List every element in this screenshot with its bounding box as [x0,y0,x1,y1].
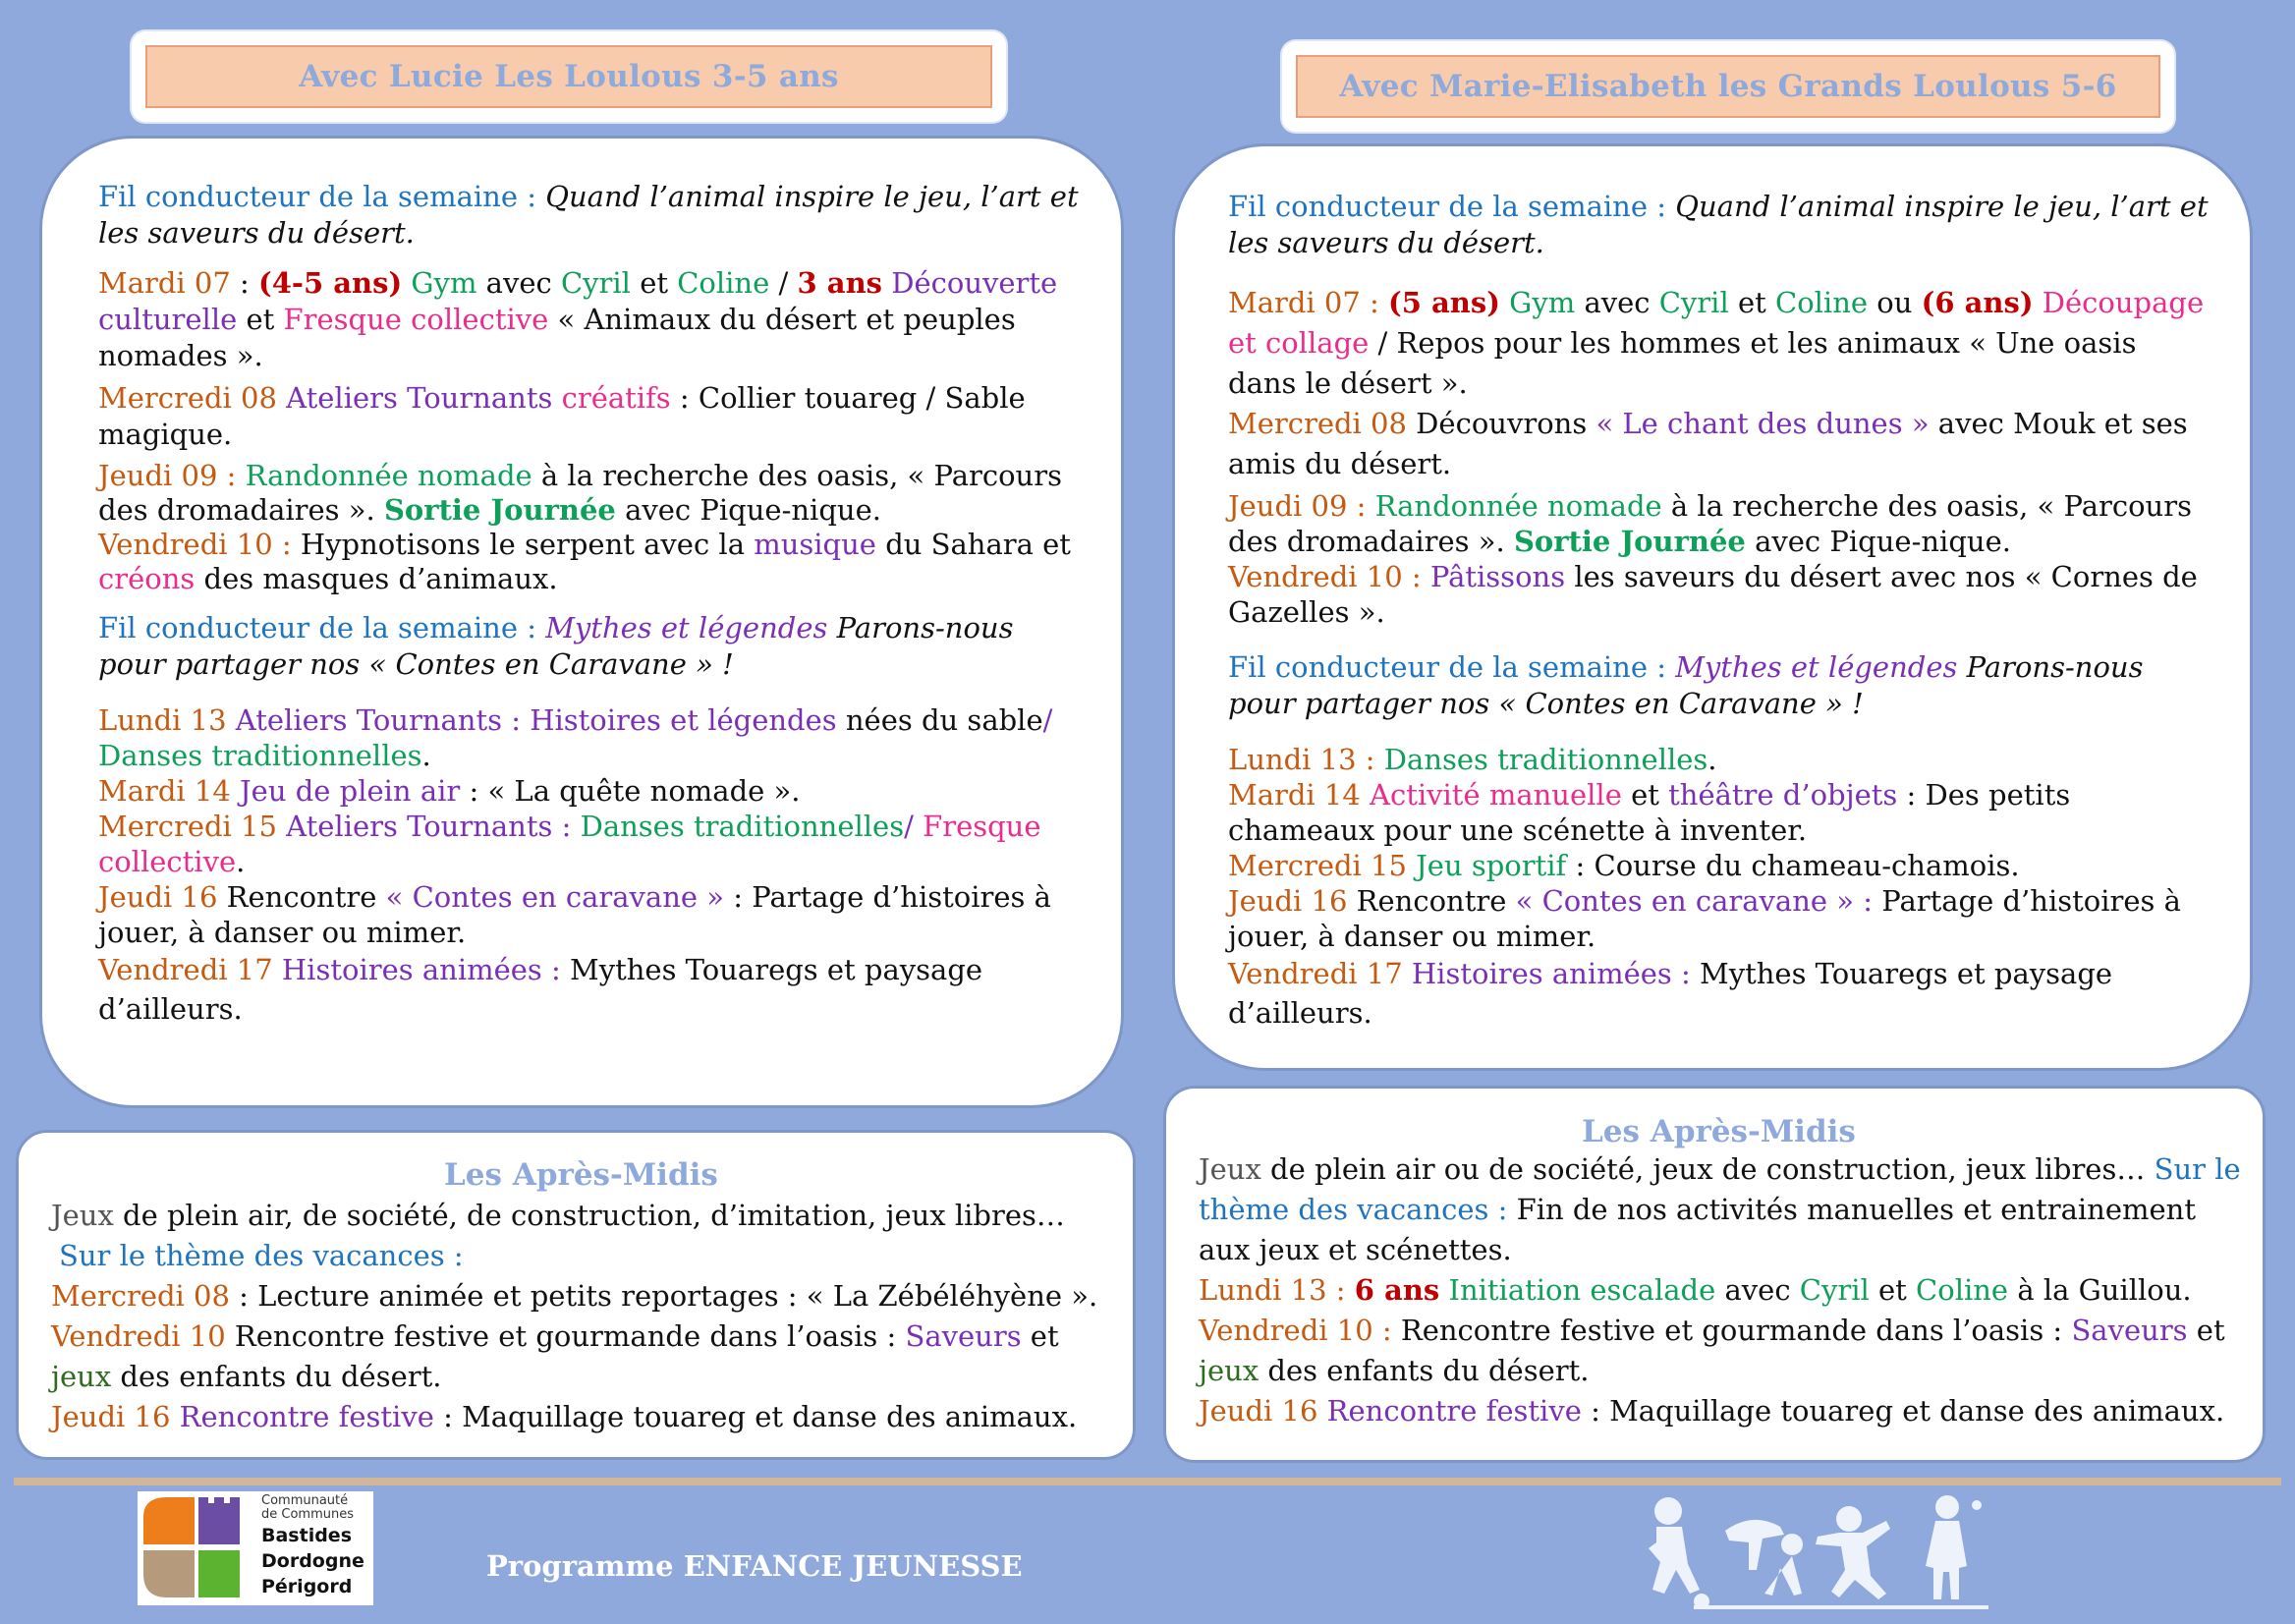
left-afternoon-theme: Sur le thème des vacances : [59,1239,464,1272]
left-lundi13: Lundi 13 Ateliers Tournants : Histoires et légendes nées du sable/ Danses traditionnelles. [98,703,1053,772]
logo-tan-shape [143,1550,195,1597]
left-group-header [132,31,1006,122]
right-program-text [1228,189,2211,1033]
logo-orange-shape [143,1497,195,1544]
left-week2-theme: Fil conducteur de la semaine : Mythes et légendes Parons-nous pour partager nos « Contes en Caravane » ! [98,611,1014,681]
right-group-title: Avec Marie-Elisabeth les Grands Loulous 5-6 [1339,69,2117,104]
left-vendredi10: Vendredi 10 : Hypnotisons le serpent avec la musique du Sahara et créons des masques d’animaux. [98,528,1071,595]
left-afternoon-mercredi08: Mercredi 08 : Lecture animée et petits reportages : « La Zébéléhyène ». [51,1279,1098,1313]
right-afternoon-text [1199,1149,2250,1431]
left-program-text [98,179,1081,1029]
logo-text-dordogne: Dordogne [261,1550,364,1572]
left-vendredi17: Vendredi 17 Histoires animées : Mythes Touaregs et paysage d’ailleurs. [98,953,983,1026]
left-mardi07: Mardi 07 : (4-5 ans) Gym avec Cyril et Coline / 3 ans Découverte culturelle et Fresque collective « Animaux du désert et peuples nomades ». [98,266,1058,372]
left-afternoon-jeudi16: Jeudi 16 Rencontre festive : Maquillage touareg et danse des animaux. [51,1400,1078,1433]
right-group-header-box [1296,55,2160,118]
right-afternoon-games: Jeux de plein air ou de société, jeux de construction, jeux libres… Sur le thème des vacances : Fin de nos activités manuelles et entrainement aux jeux et scénettes. [1199,1152,2241,1266]
left-mardi14: Mardi 14 Jeu de plein air : « La quête nomade ». [98,774,801,808]
left-afternoon-text [51,1196,1122,1437]
footer-divider [14,1478,2281,1485]
right-mardi07: Mardi 07 : (5 ans) Gym avec Cyril et Coline ou (6 ans) Découpage et collage / Repos pour les hommes et les animaux « Une oasis dans le désert ». [1228,286,2205,400]
logo-green-shape [198,1550,240,1597]
right-vendredi10: Vendredi 10 : Pâtissons les saveurs du désert avec nos « Cornes de Gazelles ». [1228,560,2198,629]
right-jeudi09: Jeudi 09 : Randonnée nomade à la recherche des oasis, « Parcours des dromadaires ». Sortie Journée avec Pique-nique. [1228,489,2192,558]
right-mercredi08: Mercredi 08 Découvrons « Le chant des dunes » avec Mouk et ses amis du désert. [1228,407,2188,480]
logo-text-small-1: Communauté [261,1493,349,1508]
left-group-title: Avec Lucie Les Loulous 3-5 ans [299,59,839,94]
left-jeudi16: Jeudi 16 Rencontre « Contes en caravane » : Partage d’histoires à jouer, à danser ou mimer. [98,880,1051,949]
right-mercredi15: Mercredi 15 Jeu sportif : Course du chameau-chamois. [1228,849,2020,882]
right-week1-theme: Fil conducteur de la semaine : Quand l’animal inspire le jeu, l’art et les saveurs du désert. [1228,190,2209,259]
left-mercredi15: Mercredi 15 Ateliers Tournants : Danses traditionnelles/ Fresque collective. [98,810,1041,878]
left-week1-theme: Fil conducteur de la semaine : Quand l’animal inspire le jeu, l’art et les saveurs du désert. [98,180,1079,250]
community-logo [138,1491,373,1605]
right-afternoon-jeudi16: Jeudi 16 Rencontre festive : Maquillage touareg et danse des animaux. [1199,1394,2225,1428]
right-week2-theme: Fil conducteur de la semaine : Mythes et légendes Parons-nous pour partager nos « Contes en Caravane » ! [1228,650,2144,720]
left-mercredi08: Mercredi 08 Ateliers Tournants créatifs : Collier touareg / Sable magique. [98,381,1026,451]
right-afternoon-vendredi10: Vendredi 10 : Rencontre festive et gourmande dans l’oasis : Saveurs et jeux des enfants du désert. [1199,1314,2225,1387]
program-title: Programme ENFANCE JEUNESSE [486,1549,1023,1583]
right-group-header [1282,41,2174,132]
right-jeudi16: Jeudi 16 Rencontre « Contes en caravane » : Partage d’histoires à jouer, à danser ou mimer. [1228,884,2181,953]
right-lundi13: Lundi 13 : Danses traditionnelles. [1228,743,1717,776]
logo-castle-shape [198,1497,240,1544]
right-mardi14: Mardi 14 Activité manuelle et théâtre d’objets : Des petits chameaux pour une scénette à inventer. [1228,778,2071,847]
logo-text-bastides: Bastides [261,1525,353,1546]
left-group-header-box [145,45,992,108]
right-afternoon-title: Les Après-Midis [1582,1114,1856,1149]
right-afternoon-lundi13: Lundi 13 : 6 ans Initiation escalade avec Cyril et Coline à la Guillou. [1199,1273,2192,1307]
right-vendredi17: Vendredi 17 Histoires animées : Mythes Touaregs et paysage d’ailleurs. [1228,957,2113,1030]
left-jeudi09: Jeudi 09 : Randonnée nomade à la recherche des oasis, « Parcours des dromadaires ». Sortie Journée avec Pique-nique. [98,459,1062,527]
left-afternoon-games: Jeux de plein air, de société, de construction, d’imitation, jeux libres… [51,1199,1065,1232]
logo-text-small-2: de Communes [261,1507,354,1522]
left-afternoon-vendredi10: Vendredi 10 Rencontre festive et gourmande dans l’oasis : Saveurs et jeux des enfants du désert. [51,1319,1059,1393]
left-afternoon-title: Les Après-Midis [444,1157,718,1193]
logo-text-perigord: Périgord [261,1576,353,1597]
children-silhouettes-icon [1635,1491,2008,1613]
